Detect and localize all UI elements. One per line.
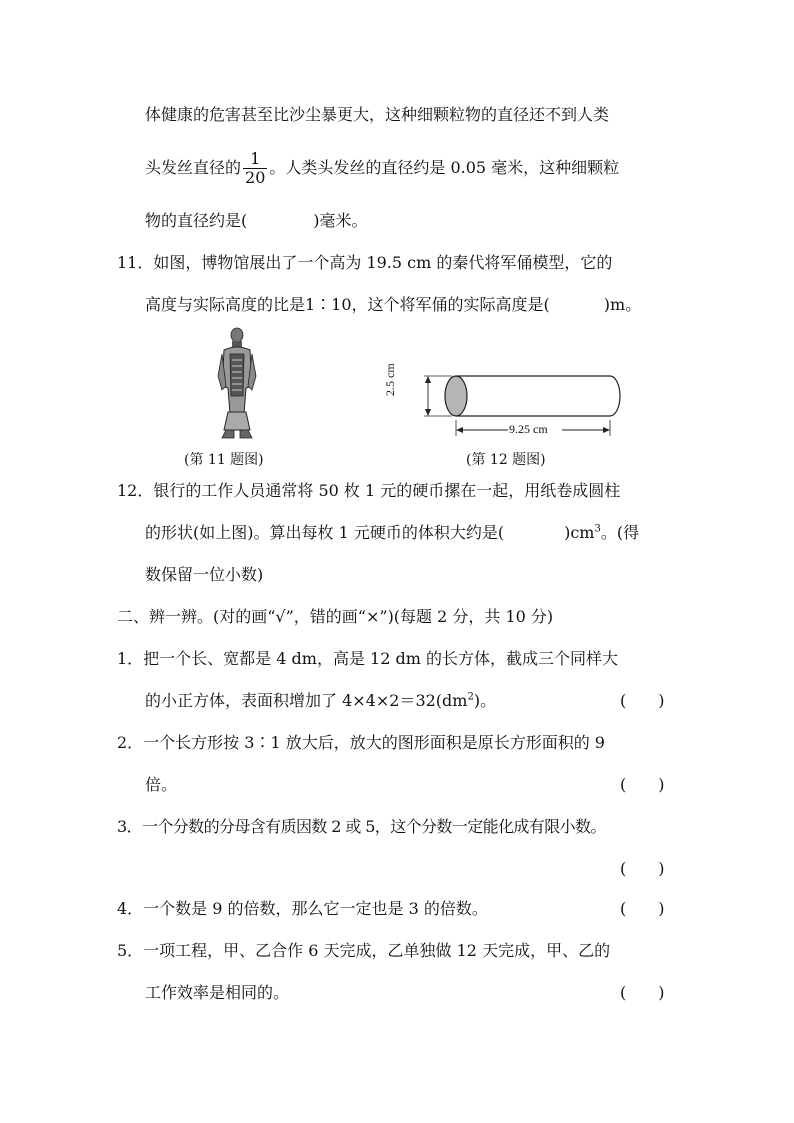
q12-line-2 bbox=[145, 522, 639, 544]
terracotta-warrior-image bbox=[210, 326, 262, 442]
q12-line-2-post: 。(得 bbox=[600, 523, 640, 542]
q10-line-2-post: 。人类头发丝的直径约是 0.05 毫米，这种细颗粒 bbox=[269, 158, 620, 177]
judge-4-answer-paren[interactable]: ( ) bbox=[620, 899, 665, 918]
judge-1-answer-paren[interactable]: ( ) bbox=[620, 691, 665, 710]
q11-line-1: 11．如图，博物馆展出了一个高为 19.5 cm 的秦代将军俑模型，它的 bbox=[117, 253, 613, 272]
q11-figure-caption: (第 11 题图) bbox=[184, 452, 264, 468]
fraction-numerator: 1 bbox=[243, 150, 267, 169]
judge-5-line-2: 工作效率是相同的。 bbox=[145, 983, 290, 1002]
q10-line-3 bbox=[145, 210, 368, 232]
q12-line-3: 数保留一位小数) bbox=[145, 565, 264, 584]
q12-line-1: 12．银行的工作人员通常将 50 枚 1 元的硬币摞在一起，用纸卷成圆柱 bbox=[117, 481, 621, 500]
q10-line-2 bbox=[145, 146, 619, 190]
judge-2-line-1: 2．一个长方形按 3∶1 放大后，放大的图形面积是原长方形面积的 9 bbox=[117, 733, 605, 752]
q12-line-2-mid: )cm bbox=[564, 523, 595, 542]
q12-figure-caption: (第 12 题图) bbox=[466, 452, 546, 468]
q10-line-2-pre: 头发丝直径的 bbox=[145, 158, 242, 177]
q11-line-2 bbox=[145, 294, 641, 316]
cylinder-length-label: 9.25 cm bbox=[509, 422, 548, 436]
judge-5-answer-paren[interactable]: ( ) bbox=[620, 983, 665, 1002]
q11-line-2-post: )m。 bbox=[603, 295, 642, 314]
judge-1-line-2 bbox=[145, 690, 496, 712]
judge-3-line-1: 3．一个分数的分母含有质因数 2 或 5，这个分数一定能化成有限小数。 bbox=[117, 817, 606, 836]
judge-5-line-1: 5．一项工程，甲、乙合作 6 天完成，乙单独做 12 天完成，甲、乙的 bbox=[117, 941, 611, 960]
judge-2-answer-paren[interactable]: ( ) bbox=[620, 775, 665, 794]
q11-line-2-pre: 高度与实际高度的比是1∶10，这个将军俑的实际高度是( bbox=[145, 295, 550, 314]
judge-2-line-2: 倍。 bbox=[145, 775, 178, 794]
q10-line-3-pre: 物的直径约是( bbox=[145, 211, 248, 230]
fraction-1-20 bbox=[243, 150, 267, 187]
q12-line-2-pre: 的形状(如上图)。算出每枚 1 元硬币的体积大约是( bbox=[145, 523, 505, 542]
judge-4-line-1: 4．一个数是 9 的倍数，那么它一定也是 3 的倍数。 bbox=[117, 899, 488, 918]
judge-3-answer-paren[interactable]: ( ) bbox=[620, 859, 665, 878]
judge-1-line-1: 1．把一个长、宽都是 4 dm，高是 12 dm 的长方体，截成三个同样大 bbox=[117, 649, 618, 668]
judge-1-line-2-pre: 的小正方体，表面积增加了 4×4×2＝32(dm bbox=[145, 691, 468, 710]
judge-1-line-2-sup: 2 bbox=[467, 691, 474, 703]
judge-1-line-2-post: )。 bbox=[473, 691, 497, 710]
q12-line-2-sup: 3 bbox=[594, 523, 601, 535]
section-2-title: 二、辨一辨。(对的画“√”，错的画“×”)(每题 2 分，共 10 分) bbox=[117, 607, 554, 626]
q10-line-3-post: )毫米。 bbox=[313, 211, 368, 230]
q10-line-1: 体健康的危害甚至比沙尘暴更大，这种细颗粒物的直径还不到人类 bbox=[145, 105, 610, 124]
cylinder-height-label: 2.5 cm bbox=[383, 363, 397, 396]
fraction-denominator: 20 bbox=[245, 168, 266, 187]
